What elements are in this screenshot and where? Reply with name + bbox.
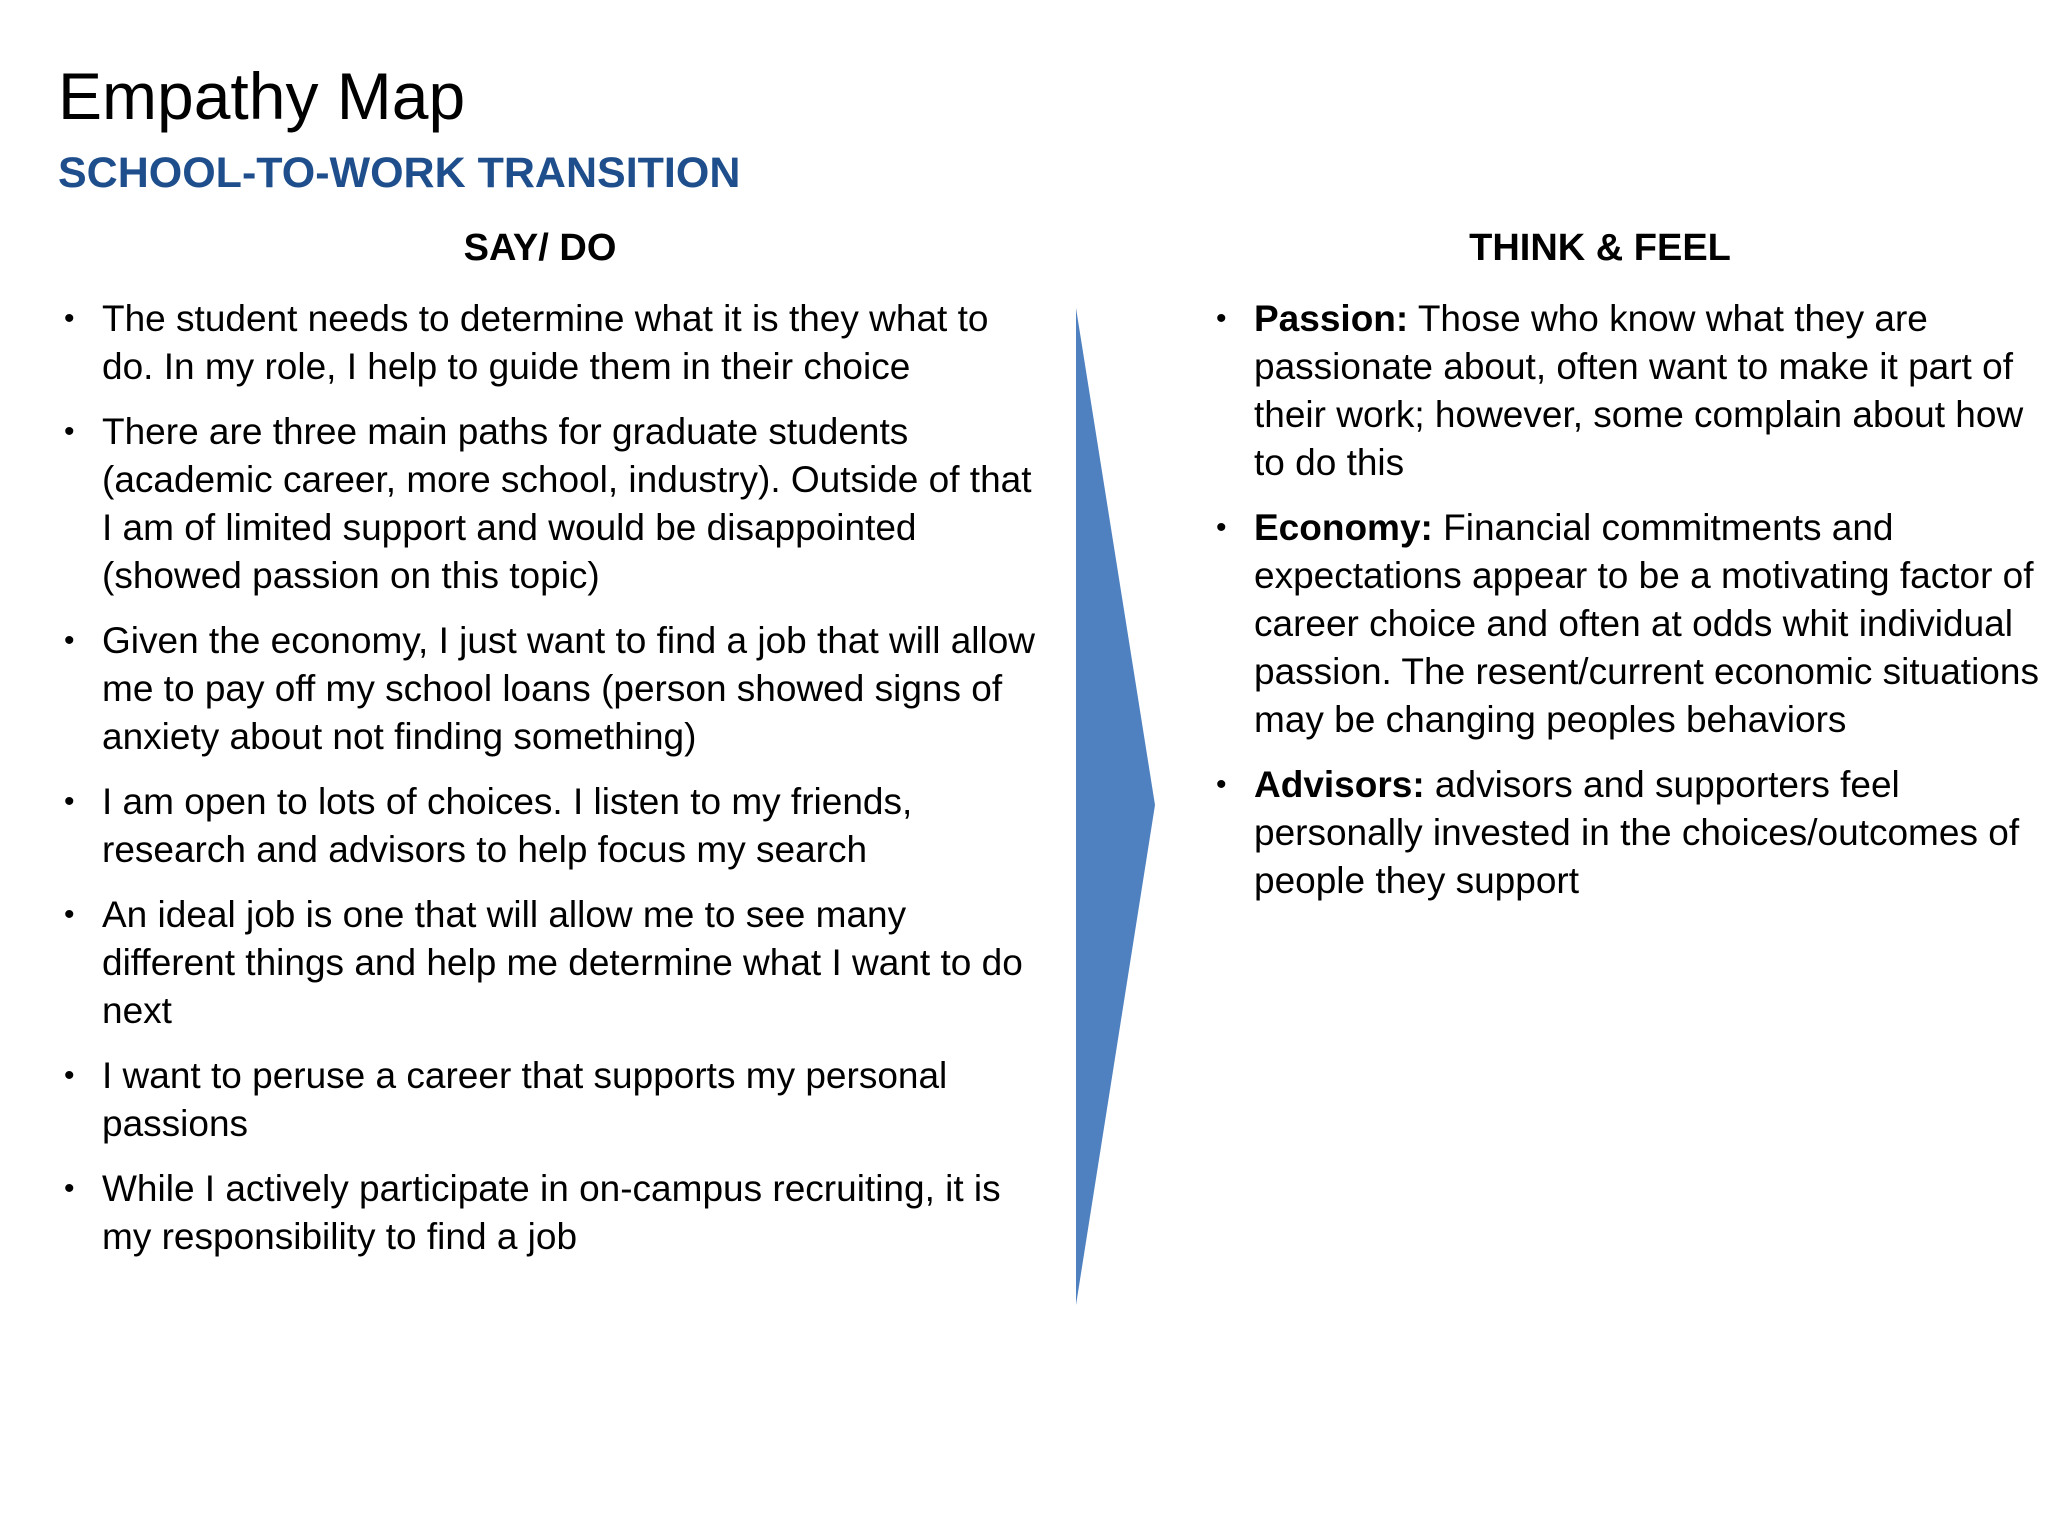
list-item xyxy=(1212,504,2042,744)
list-item xyxy=(60,408,1040,600)
list-item xyxy=(60,778,1040,874)
arrow-shape xyxy=(1076,308,1155,1305)
page-title: Empathy Map xyxy=(58,59,466,133)
bullet-icon: • xyxy=(64,302,75,335)
bullet-icon: • xyxy=(64,624,75,657)
bullet-icon: • xyxy=(1216,302,1227,335)
list-item-text: Financial commitments and expectations appear to be a motivating factor of career choice and often at odds whit individual passion. The resent/current economic situations may be changing peoples behaviors xyxy=(1254,507,2039,740)
list-item-text: I want to peruse a career that supports my personal passions xyxy=(102,1055,948,1144)
think-feel-heading: THINK & FEEL xyxy=(1469,227,1731,269)
bullet-icon: • xyxy=(64,785,75,818)
list-item-term: Passion: xyxy=(1254,298,1409,339)
list-item xyxy=(1212,295,2042,487)
list-item-text: advisors and supporters feel personally invested in the choices/outcomes of people they support xyxy=(1254,764,2020,901)
page-subtitle: SCHOOL-TO-WORK TRANSITION xyxy=(58,149,741,197)
list-item-term: Advisors: xyxy=(1254,764,1425,805)
list-item-text: The student needs to determine what it is they what to do. In my role, I help to guide them in their choice xyxy=(102,298,989,387)
say-do-list xyxy=(60,295,1040,1278)
list-item-text: Given the economy, I just want to find a job that will allow me to pay off my school loans (person showed signs of anxiety about not finding something) xyxy=(102,620,1036,757)
list-item xyxy=(60,891,1040,1035)
list-item-text: While I actively participate in on-campus recruiting, it is my responsibility to find a job xyxy=(102,1168,1001,1257)
bullet-icon: • xyxy=(64,1059,75,1092)
chevron-right-arrow-icon xyxy=(1075,305,1165,1305)
list-item-term: Economy: xyxy=(1254,507,1433,548)
list-item-text: I am open to lots of choices. I listen to my friends, research and advisors to help focus my search xyxy=(102,781,913,870)
bullet-icon: • xyxy=(1216,768,1227,801)
bullet-icon: • xyxy=(64,415,75,448)
say-do-heading: SAY/ DO xyxy=(463,227,617,269)
list-item-text: An ideal job is one that will allow me to see many different things and help me determine what I want to do next xyxy=(102,894,1023,1031)
list-item xyxy=(60,1052,1040,1148)
list-item xyxy=(60,295,1040,391)
list-item xyxy=(60,617,1040,761)
bullet-icon: • xyxy=(1216,511,1227,544)
think-feel-list xyxy=(1212,295,2042,922)
list-item xyxy=(60,1165,1040,1261)
list-item-text: There are three main paths for graduate students (academic career, more school, industry). Outside of that I am of limited support and would be disappointed (showed passion on this topic) xyxy=(102,411,1032,596)
list-item xyxy=(1212,761,2042,905)
list-item-text: Those who know what they are passionate about, often want to make it part of their work; however, some complain about how to do this xyxy=(1254,298,2024,483)
bullet-icon: • xyxy=(64,898,75,931)
bullet-icon: • xyxy=(64,1172,75,1205)
